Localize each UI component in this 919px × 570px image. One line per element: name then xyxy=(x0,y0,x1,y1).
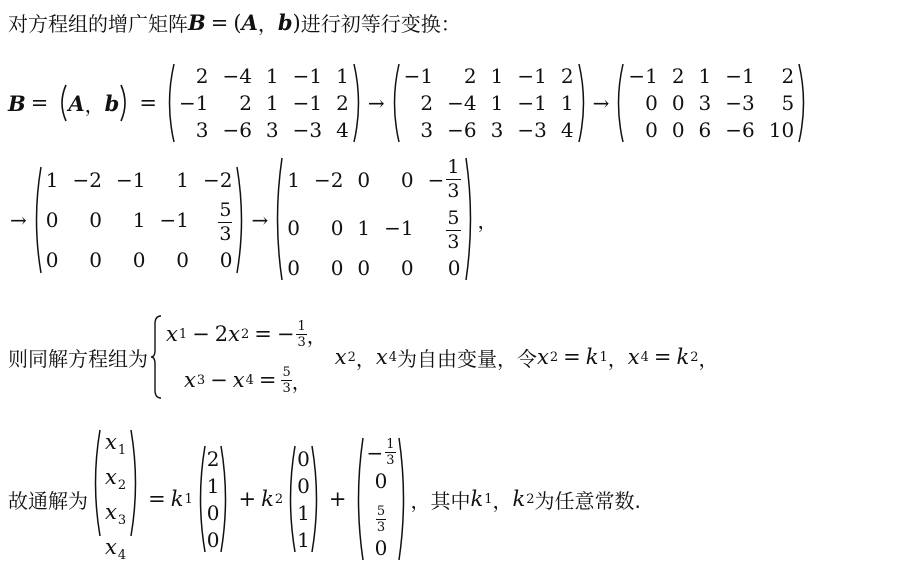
matrix-cell: 0 xyxy=(330,216,344,240)
let-x4-sub: 4 xyxy=(640,349,649,365)
solution-eq: = xyxy=(148,487,166,511)
matrix-cell: 1 xyxy=(297,500,310,525)
matrix-cell: 6 xyxy=(698,118,712,142)
matrix-cell: 0 xyxy=(132,247,146,272)
matrix-cell: 1 xyxy=(336,64,349,88)
matrix-cell: −1 xyxy=(159,207,189,232)
coef-k1-sub: 1 xyxy=(184,491,193,507)
solution-suffix-end: 为任意常数. xyxy=(534,488,641,513)
matrix-cell: 0 xyxy=(447,256,461,280)
matrix-cell: 0 xyxy=(219,247,233,272)
free-var-x4-sub: 4 xyxy=(388,349,397,365)
var-x4-sub: 4 xyxy=(245,372,254,388)
arrow-4: → xyxy=(251,207,269,232)
coef-k1: k xyxy=(170,487,184,511)
matrix-cell: 2 xyxy=(781,64,795,88)
coef-k2-sub: 2 xyxy=(274,491,284,507)
suffix-k1-sub: 1 xyxy=(484,491,493,507)
step1-comma: ， xyxy=(84,92,105,117)
intro-open-paren: ( xyxy=(233,10,242,35)
let-k2-sub: 2 xyxy=(690,349,699,365)
x-vector-grid xyxy=(101,428,130,570)
matrix-cell: −3 xyxy=(517,118,547,142)
equation-system xyxy=(150,314,327,400)
matrix-cell: 0 xyxy=(645,118,658,142)
matrix-cell: 1 xyxy=(560,91,574,115)
x-vector-entry: $x_1$ xyxy=(105,430,127,458)
matrix-m4 xyxy=(32,165,247,275)
matrix-cell: 1 xyxy=(132,207,146,232)
step1-A: A xyxy=(68,90,85,116)
matrix-cell: 0 xyxy=(206,500,220,525)
left-paren-icon xyxy=(32,165,42,275)
x-vector-entry: $x_4$ xyxy=(105,535,127,563)
left-paren-icon xyxy=(614,62,624,144)
free-desc: 为自由变量，令 xyxy=(396,346,537,371)
matrix-cell: 1 xyxy=(698,64,712,88)
matrix-cell: 0 xyxy=(400,256,414,280)
matrix-cell: 0 xyxy=(45,247,59,272)
matrix-cell: −1 xyxy=(292,64,323,88)
matrix-cell: 0 xyxy=(671,118,685,142)
x-vector-entry: $x_3$ xyxy=(105,500,127,528)
matrix-cell: 0 xyxy=(297,446,310,471)
left-paren-icon xyxy=(91,428,101,538)
step1-B: B xyxy=(8,90,26,116)
intro-close-paren: ) xyxy=(292,10,301,35)
matrix-cell: −4 xyxy=(447,91,477,115)
left-paren-icon xyxy=(56,83,68,123)
matrix-cell: 1 xyxy=(490,91,504,115)
reduction-line-1 xyxy=(8,62,811,144)
matrix-cell: 0 xyxy=(645,91,658,115)
matrix-cell: 0 xyxy=(671,91,685,115)
system-prefix: 则同解方程组为 xyxy=(8,346,148,371)
let-eq-2: = xyxy=(653,345,672,369)
system-line xyxy=(8,314,718,400)
matrix-cell: −2 xyxy=(202,167,233,192)
intro-eq: = xyxy=(210,10,229,35)
solution-prefix: 故通解为 xyxy=(8,488,88,513)
eq1-rhs-num: 1 xyxy=(297,318,306,334)
matrix-cell: −6 xyxy=(222,118,252,142)
matrix-cell: 2 xyxy=(336,91,349,115)
arrow-1: → xyxy=(367,91,385,115)
matrix-cell: 0 xyxy=(330,256,344,280)
matrix-cell: 0 xyxy=(287,216,300,240)
matrix-cell: 0 xyxy=(374,535,388,560)
matrix-cell: 0 xyxy=(357,167,371,192)
var-x4: x xyxy=(232,368,245,392)
eq2-rhs-den: 3 xyxy=(282,380,291,396)
x-vector-entry: $x_2$ xyxy=(105,465,127,493)
matrix-cell: −1 xyxy=(403,64,434,88)
basis-vector-1 xyxy=(196,444,231,554)
augmented-pair xyxy=(56,83,131,123)
matrix-m5 xyxy=(273,156,474,283)
basis-vector-2 xyxy=(286,444,321,554)
var-x2: x xyxy=(228,322,240,346)
matrix-cell: 0 xyxy=(400,167,414,192)
let-eq-1: = xyxy=(563,345,581,369)
solution-line xyxy=(8,428,641,570)
matrix-m3-grid xyxy=(624,62,798,144)
var-x3: x xyxy=(184,368,196,392)
particular-vector xyxy=(354,436,407,562)
eq1-eq: = xyxy=(254,322,272,346)
matrix-m2 xyxy=(390,62,588,144)
matrix-m4-grid xyxy=(42,165,237,275)
right-paren-icon xyxy=(578,62,588,144)
matrix-cell: 3 xyxy=(195,118,209,142)
intro-line xyxy=(8,8,461,37)
eq1-rhs-frac xyxy=(296,320,306,349)
matrix-cell: 2 xyxy=(206,446,220,471)
matrix-cell: 1 xyxy=(357,216,371,240)
var-x1-sub: 1 xyxy=(178,326,188,342)
matrix-cell: 0 xyxy=(374,469,388,494)
var-x3-sub: 3 xyxy=(196,372,206,388)
let-x4: x xyxy=(627,345,640,369)
matrix-cell: −2 xyxy=(72,167,102,192)
matrix-cell: −1 xyxy=(178,91,209,115)
intro-matrix-A: A xyxy=(241,10,258,35)
matrix-cell: − $\frac{1}{3}$ xyxy=(427,156,460,202)
matrix-cell: −1 xyxy=(517,64,547,88)
matrix-cell: 0 xyxy=(287,256,300,280)
matrix-cell: 1 xyxy=(297,527,310,552)
matrix-cell: 3 xyxy=(420,118,434,142)
matrix-m1 xyxy=(165,62,363,144)
let-k1: k xyxy=(585,345,599,369)
eq1-minus: − xyxy=(192,322,210,346)
matrix-cell: $\frac{5}{3}$ xyxy=(447,207,460,253)
left-paren-icon xyxy=(286,444,296,554)
matrix-m3 xyxy=(614,62,808,144)
step1-eq2: = xyxy=(139,91,157,115)
matrix-cell: −1 xyxy=(725,64,755,88)
matrix-cell: 3 xyxy=(265,118,279,142)
right-paren-icon xyxy=(798,62,808,144)
matrix-cell: 2 xyxy=(420,91,434,115)
eq2-rhs-num: 5 xyxy=(282,364,291,380)
right-paren-icon xyxy=(353,62,363,144)
right-paren-icon xyxy=(119,83,131,123)
intro-text-after: 进行初等行变换： xyxy=(300,12,461,36)
left-paren-icon xyxy=(390,62,400,144)
suffix-k1: k xyxy=(470,487,484,511)
eq2-minus: − xyxy=(210,368,228,392)
matrix-cell: 0 xyxy=(89,207,102,232)
eq1-tail: ， xyxy=(306,323,327,348)
let-x2-sub: 2 xyxy=(549,349,559,365)
intro-text-before: 对方程组的增广矩阵 xyxy=(8,12,188,36)
matrix-cell: 1 xyxy=(45,167,59,192)
matrix-cell: −1 xyxy=(115,167,146,192)
matrix-cell: 1 xyxy=(265,91,279,115)
matrix-cell: 3 xyxy=(490,118,504,142)
particular-vector-grid xyxy=(364,436,397,562)
matrix-m5-grid xyxy=(283,156,464,283)
var-x2-sub: 2 xyxy=(240,326,250,342)
eq1-coef: 2 xyxy=(214,322,229,346)
matrix-cell: 0 xyxy=(176,247,189,272)
left-paren-icon xyxy=(196,444,206,554)
matrix-cell: $\frac{5}{3}$ xyxy=(219,198,232,245)
suffix-k2-sub: 2 xyxy=(526,491,535,507)
matrix-cell: −6 xyxy=(447,118,477,142)
let-k2: k xyxy=(676,345,690,369)
matrix-cell: −3 xyxy=(292,118,323,142)
coef-k2: k xyxy=(261,487,274,511)
matrix-cell: 4 xyxy=(560,118,574,142)
matrix-cell: 0 xyxy=(297,473,310,498)
matrix-cell: 0 xyxy=(206,527,220,552)
eq2-tail: ， xyxy=(291,369,312,394)
matrix-cell: 10 xyxy=(768,118,795,142)
matrix-cell: 1 xyxy=(206,473,220,498)
step1-eq: = xyxy=(30,91,49,115)
intro-matrix-B: B xyxy=(188,10,206,35)
matrix-cell: −4 xyxy=(222,64,252,88)
matrix-cell: 3 xyxy=(698,91,712,115)
left-brace-icon xyxy=(150,314,162,400)
matrix-cell: −1 xyxy=(628,64,658,88)
eq1-rhs-den: 3 xyxy=(297,334,306,350)
intro-vector-b: b xyxy=(277,10,293,35)
intro-comma: ， xyxy=(257,12,278,36)
step1-b: b xyxy=(104,90,120,116)
matrix-cell: −3 xyxy=(725,91,755,115)
matrix-cell: 2 xyxy=(463,64,477,88)
free-var-x2-sub: 2 xyxy=(347,349,356,365)
matrix-cell: 2 xyxy=(239,91,252,115)
right-paren-icon xyxy=(465,156,475,282)
system-rows xyxy=(162,314,327,400)
arrow-2: → xyxy=(592,91,610,115)
matrix-cell: −1 xyxy=(517,91,547,115)
let-x2: x xyxy=(536,345,549,369)
right-paren-icon xyxy=(398,436,408,562)
matrix-cell: 0 xyxy=(45,207,59,232)
matrix-cell: 1 xyxy=(287,167,300,192)
matrix-cell: 5 xyxy=(781,91,795,115)
matrix-cell: −1 xyxy=(292,91,323,115)
x-vector xyxy=(91,428,140,570)
matrix-cell: 4 xyxy=(336,118,349,142)
suffix-sep: ， xyxy=(492,488,513,513)
matrix-cell: −1 xyxy=(384,216,414,240)
eq1-neg: − xyxy=(276,322,295,346)
matrix-m2-grid xyxy=(400,62,578,144)
free-var-x2: x xyxy=(334,345,347,369)
right-paren-icon xyxy=(311,444,321,554)
left-paren-icon xyxy=(273,156,283,282)
system-tail: ， xyxy=(698,346,719,371)
matrix-cell: $\frac{5}{3}$ xyxy=(376,503,386,535)
matrix-cell: 2 xyxy=(671,64,685,88)
eq2-eq: = xyxy=(258,368,277,392)
matrix-cell: 1 xyxy=(176,167,189,192)
matrix-cell: 2 xyxy=(560,64,574,88)
right-paren-icon xyxy=(220,444,230,554)
right-paren-icon xyxy=(236,165,246,275)
solution-suffix-comma: ，其中 xyxy=(410,488,471,513)
step2-trailing: ， xyxy=(477,209,498,233)
system-eq-2 xyxy=(166,362,327,398)
eq2-rhs-frac xyxy=(281,366,291,395)
solution-plus-2: + xyxy=(328,487,347,511)
basis-vector-1-grid xyxy=(206,444,221,554)
suffix-k2: k xyxy=(512,487,526,511)
reduction-line-2 xyxy=(8,156,498,283)
left-paren-icon xyxy=(165,62,175,144)
left-paren-icon xyxy=(354,436,364,562)
var-x1: x xyxy=(166,322,178,346)
arrow-3: → xyxy=(10,207,27,232)
matrix-cell: 1 xyxy=(490,64,504,88)
right-paren-icon xyxy=(130,428,140,538)
matrix-cell: − $\frac{1}{3}$ xyxy=(366,437,395,469)
solution-plus-1: + xyxy=(238,487,257,511)
matrix-cell: −6 xyxy=(725,118,755,142)
matrix-cell: −2 xyxy=(313,167,344,192)
matrix-m1-grid xyxy=(175,62,353,144)
free-var-x4: x xyxy=(375,345,388,369)
basis-vector-2-grid xyxy=(296,444,311,554)
free-sep: ， xyxy=(355,346,376,371)
matrix-cell: 2 xyxy=(195,64,209,88)
matrix-cell: 0 xyxy=(89,247,102,272)
matrix-cell: 0 xyxy=(357,256,371,280)
let-sep: ， xyxy=(607,346,628,371)
matrix-cell: 1 xyxy=(265,64,279,88)
let-k1-sub: 1 xyxy=(599,349,608,365)
system-eq-1 xyxy=(166,316,327,352)
